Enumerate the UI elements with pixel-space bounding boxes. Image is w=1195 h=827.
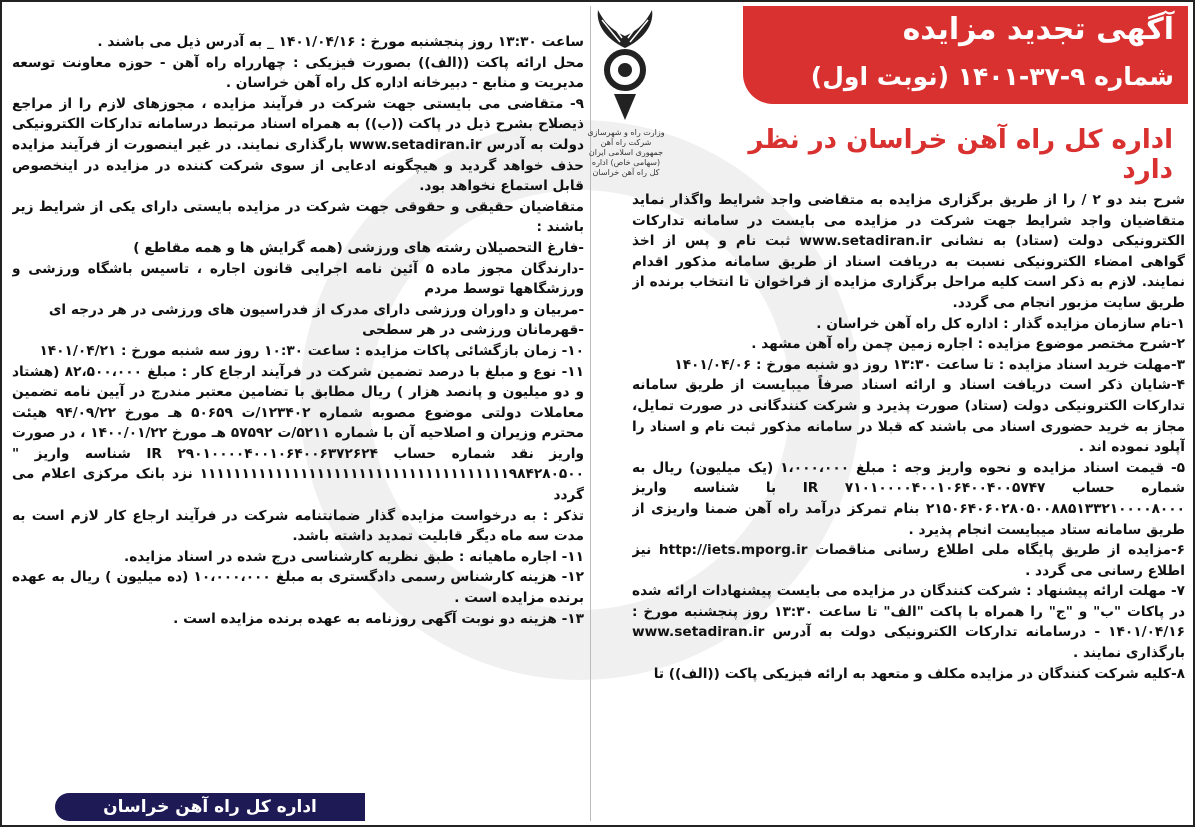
clause-8-continued: ساعت ۱۳:۳۰ روز پنجشنبه مورخ : ۱۴۰۱/۰۴/۱۶ _ به آدرس ذیل می باشند .: [97, 34, 584, 50]
clause-5: ۵- قیمت اسناد مزایده و نحوه واریز وجه : مبلغ ۱،۰۰۰،۰۰۰ (یک میلیون) ریال به شماره حساب IR ۷۱۰۱۰۰۰۰۴۰۰۱۰۶۴۰۰۴۰۰۵۷۴۷ با شناسه واریز ۲۱۵۰۶۴۰۶۰۲۸۰۵۰۰۸۸۵۱۳۳۲۱۰۰۰۰۸۰۰۰ بنام تمرکز درآمد راه آهن ضمنا واریزی از طریق سامانه ستاد میبایست انجام پذیرد .: [632, 459, 1185, 538]
clause-2: ۲-شرح مختصر موضوع مزایده : اجاره زمین چمن راه آهن مشهد .: [751, 336, 1185, 353]
clause-1: ۱-نام سازمان مزایده گذار : اداره کل راه آهن خراسان .: [816, 315, 1185, 332]
notice-title: آگهی تجدید مزایده: [902, 12, 1174, 47]
clause-8: ۸-کلیه شرکت کنندگان در مزایده مکلف و متعهد به ارائه فیزیکی پاکت ((الف)) تا: [653, 665, 1185, 682]
logo-caption: وزارت راه و شهرسازی شرکت راه آهن جمهوری اسلامی ایران (سهامی خاص) اداره کل راه آهن خراسان: [587, 128, 665, 177]
eligibility-intro: متقاضیان حقیقی و حقوقی جهت شرکت در مزایده بایستی دارای یکی از شرایط زیر باشند :: [12, 198, 584, 236]
railway-wing-logo-icon: [594, 8, 656, 128]
clause-9: ۹- متقاضی می بایستی جهت شرکت در فرآیند مزایده ، مجوزهای لازم را از مراجع ذیصلاح بشرح ذیل در پاکت ((ب)) به همراه اسناد مرتبط درسامانه تدارکات الکترونیکی دولت به آدرس www.setadiran.ir بارگذاری نمایند. در غیر اینصورت از فرآیند مزایده حذف خواهد گردید و هیچگونه ادعایی از سوی شرکت کننده در مزایده در اینخصوص قابل استماع نخواهد بود.: [12, 95, 584, 195]
footer-organization-bar: اداره کل راه آهن خراسان: [55, 793, 365, 821]
intro-paragraph: شرح بند دو ۲ / را از طریق برگزاری مزایده به متقاضی واجد شرایط واگذار نماید متقاضیان واجد شرایط جهت شرکت در مزایده می بایست در سامانه تدارکات الکترونیکی دولت (ستاد) به نشانی www.setadiran.ir ثبت نام و پس از اخذ گواهی امضاء الکترونیکی نسبت به دریافت اسناد از طریق سامانه مذکور اقدام نمایند. لازم به ذکر است کلیه مراحل برگزاری مزایده از فراخوان تا انتخاب برنده از طریق سایت مزبور انجام می گردد.: [632, 192, 1185, 311]
clause-10: ۱۰- زمان بازگشائی پاکات مزایده : ساعت ۱۰:۳۰ روز سه شنبه مورخ : ۱۴۰۱/۰۴/۲۱: [39, 342, 584, 359]
guarantee-note: تذکر : به درخواست مزایده گذار ضمانتنامه شرکت در فرآیند ارجاع کار لازم است به مدت سه ماه دیگر قابلیت تمدید داشته باشد.: [12, 507, 584, 545]
notice-number: شماره ۹-۳۷-۱۴۰۱ (نوبت اول): [810, 62, 1174, 91]
left-column: [12, 32, 584, 792]
eligibility-item: -دارندگان مجوز ماده ۵ آئین نامه اجرایی قانون اجاره ، تاسیس باشگاه ورزشی و ورزشگاهها توسط مردم: [12, 260, 584, 298]
clause-11: ۱۱- نوع و مبلغ با درصد تضمین شرکت در فرآیند ارجاع کار : مبلغ ۸۲،۵۰۰،۰۰۰ (هشتاد و دو میلیون و پانصد هزار ) ریال مطابق با تضامین معتبر مندرج در آیین نامه تضمین معاملات دولتی موضوع مصوبه شماره ۱۲۳۴۰۲/ت ۵۰۶۵۹ هـ مورخ ۹۴/۰۹/۲۲ هیئت محترم وزیران و اصلاحیه آن با شماره ۵۲۱۱/ت ۵۷۵۹۲ هـ مورخ ۱۴۰۰/۰۱/۲۲ ، در صورت واریز نقد شماره حساب IR ۲۹۰۱۰۰۰۰۴۰۰۱۰۶۴۰۰۶۳۷۲۶۲۴ شناسه واریز " ۱۱۱۱۱۱۱۱۱۱۱۱۱۱۱۱۱۱۱۱۱۱۱۱۱۱۱۱۱۱۱۱۱۱۱۱۱۹۸۴۲۸۰۵۰۰ نزد بانک مرکزی اعلام می گردد: [12, 363, 584, 504]
header-band: [743, 6, 1188, 104]
clause-3: ۳-مهلت خرید اسناد مزایده : تا ساعت ۱۳:۳۰ روز دو شنبه مورخ : ۱۴۰۱/۰۴/۰۶: [674, 356, 1185, 373]
clause-7: ۷- مهلت ارائه پیشنهاد : شرکت کنندگان در مزایده می بایست پیشنهادات ارائه شده در پاکات "ب" و "ج" را همراه با پاکت "الف" تا ساعت ۱۳:۳۰ روز پنجشنبه مورخ : ۱۴۰۱/۰۴/۱۶ - درسامانه تدارکات الکترونیکی دولت به آدرس www.setadiran.ir بارگذاری نمایند .: [632, 583, 1185, 662]
clause-6: ۶-مزایده از طریق پایگاه ملی اطلاع رسانی مناقصات http://iets.mporg.ir نیز اطلاع رسانی می گردد .: [632, 542, 1185, 579]
right-column: [632, 190, 1185, 822]
eligibility-item: -قهرمانان ورزشی در هر سطحی: [362, 322, 584, 339]
organization-heading: اداره کل راه آهن خراسان در نظر دارد: [748, 125, 1173, 185]
clause-13: ۱۳- هزینه دو نوبت آگهی روزنامه به عهده برنده مزایده است .: [173, 610, 584, 627]
eligibility-item: -فارغ التحصیلان رشته های ورزشی (همه گرایش ها و همه مقاطع ): [133, 239, 584, 256]
clause-4: ۴-شایان ذکر است دریافت اسناد و ارائه اسناد صرفاً میبایست از طریق سامانه تدارکات الکترونیکی دولت (ستاد) صورت پذیرد و شرکت کنندگانی در صورت تمایل، مجاز به خرید حضوری اسناد می باشند که قبلا در سامانه مذکور ثبت نام و اسناد را آپلود نموده اند .: [632, 377, 1185, 456]
clause-11-rent: ۱۱- اجاره ماهیانه : طبق نظریه کارشناسی درج شده در اسناد مزایده.: [124, 548, 584, 565]
clause-12: ۱۲- هزینه کارشناس رسمی دادگستری به مبلغ ۱۰،۰۰۰،۰۰۰ (ده میلیون ) ریال به عهده برنده مزایده است .: [12, 569, 584, 607]
eligibility-item: -مربیان و داوران ورزشی دارای مدرک از فدراسیون های ورزشی در هر درجه ای: [48, 301, 584, 318]
delivery-address: محل ارائه پاکت ((الف)) بصورت فیزیکی : چهارراه راه آهن - حوزه معاونت توسعه مدیریت و منابع - دبیرخانه اداره کل راه آهن خراسان .: [12, 54, 584, 92]
